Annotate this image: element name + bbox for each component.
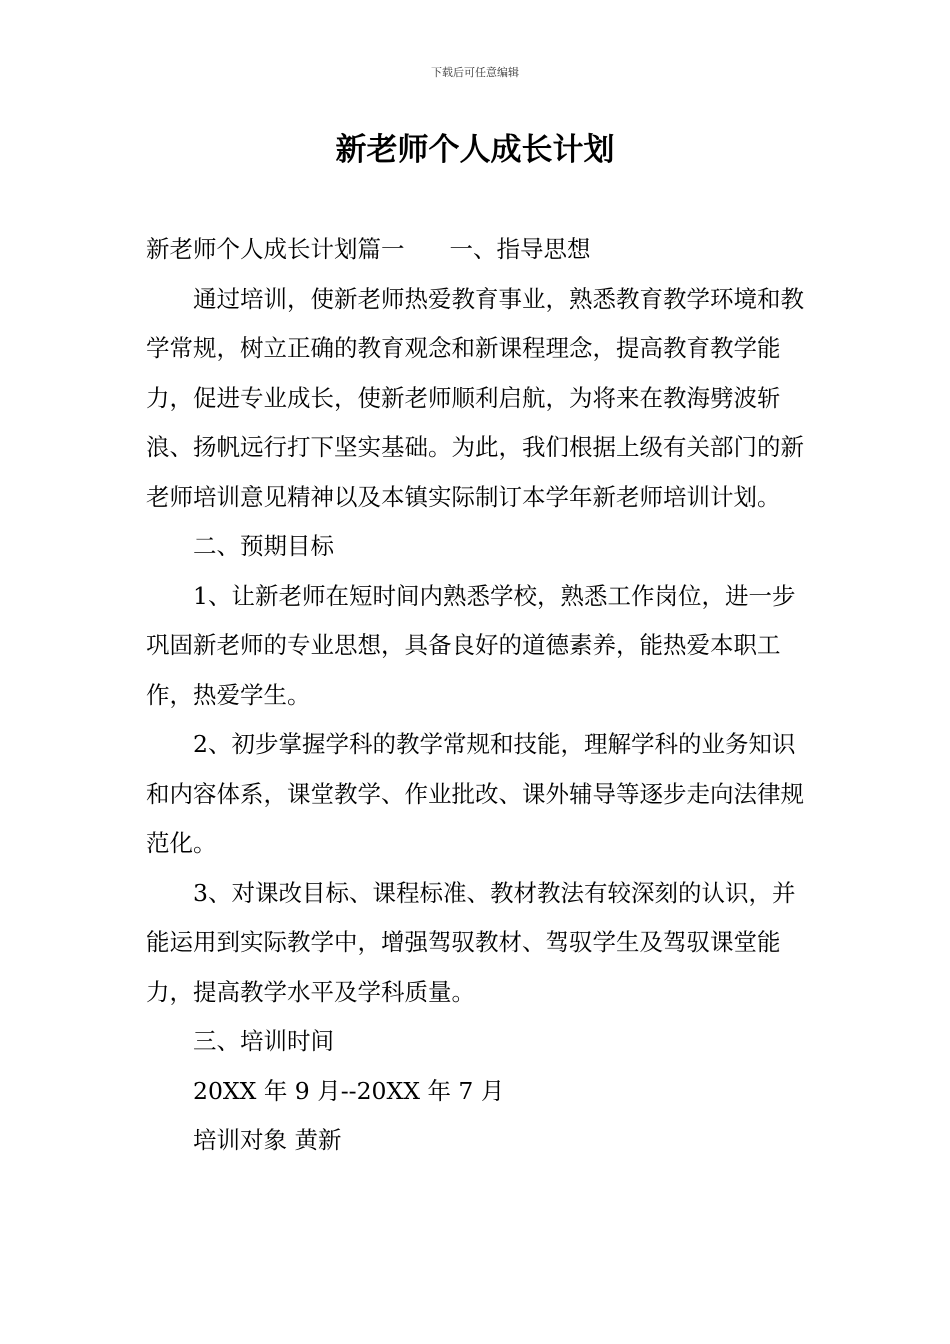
intro-line: [146, 225, 816, 275]
document-title: 新老师个人成长计划: [335, 132, 615, 168]
training-target: 培训对象 黄新: [193, 1126, 342, 1154]
section-heading-training-time: 三、培训时间: [193, 1027, 334, 1055]
part-label: 新老师个人成长计划篇一: [146, 235, 405, 263]
goal-item-1: 1、让新老师在短时间内熟悉学校，熟悉工作岗位，进一步巩固新老师的专业思想，具备良好的道德素养，能热爱本职工作，热爱学生。: [146, 581, 796, 709]
training-period: 20XX 年 9 月--20XX 年 7 月: [193, 1076, 505, 1105]
paragraph-guiding-thought: 通过培训，使新老师热爱教育事业，熟悉教育教学环境和教学常规，树立正确的教育观念和新课程理念，提高教育教学能力，促进专业成长，使新老师顺利启航，为将来在教海劈波斩浪、扬帆远行打下坚实基础。为此，我们根据上级有关部门的新老师培训意见精神以及本镇实际制订本学年新老师培训计划。: [146, 284, 804, 511]
goal-item-3: 3、对课改目标、课程标准、教材教法有较深刻的认识，并能运用到实际教学中，增强驾驭教材、驾驭学生及驾驭课堂能力，提高教学水平及学科质量。: [146, 878, 796, 1006]
goal-item-2: 2、初步掌握学科的教学常规和技能，理解学科的业务知识和内容体系，课堂教学、作业批改、课外辅导等逐步走向法律规范化。: [146, 730, 804, 857]
section-heading-expected-goals: 二、预期目标: [193, 532, 334, 560]
section-heading-guiding-thought: 一、指导思想: [449, 235, 591, 263]
header-note: 下载后可任意编辑: [431, 66, 519, 79]
document-body: [146, 225, 816, 1166]
